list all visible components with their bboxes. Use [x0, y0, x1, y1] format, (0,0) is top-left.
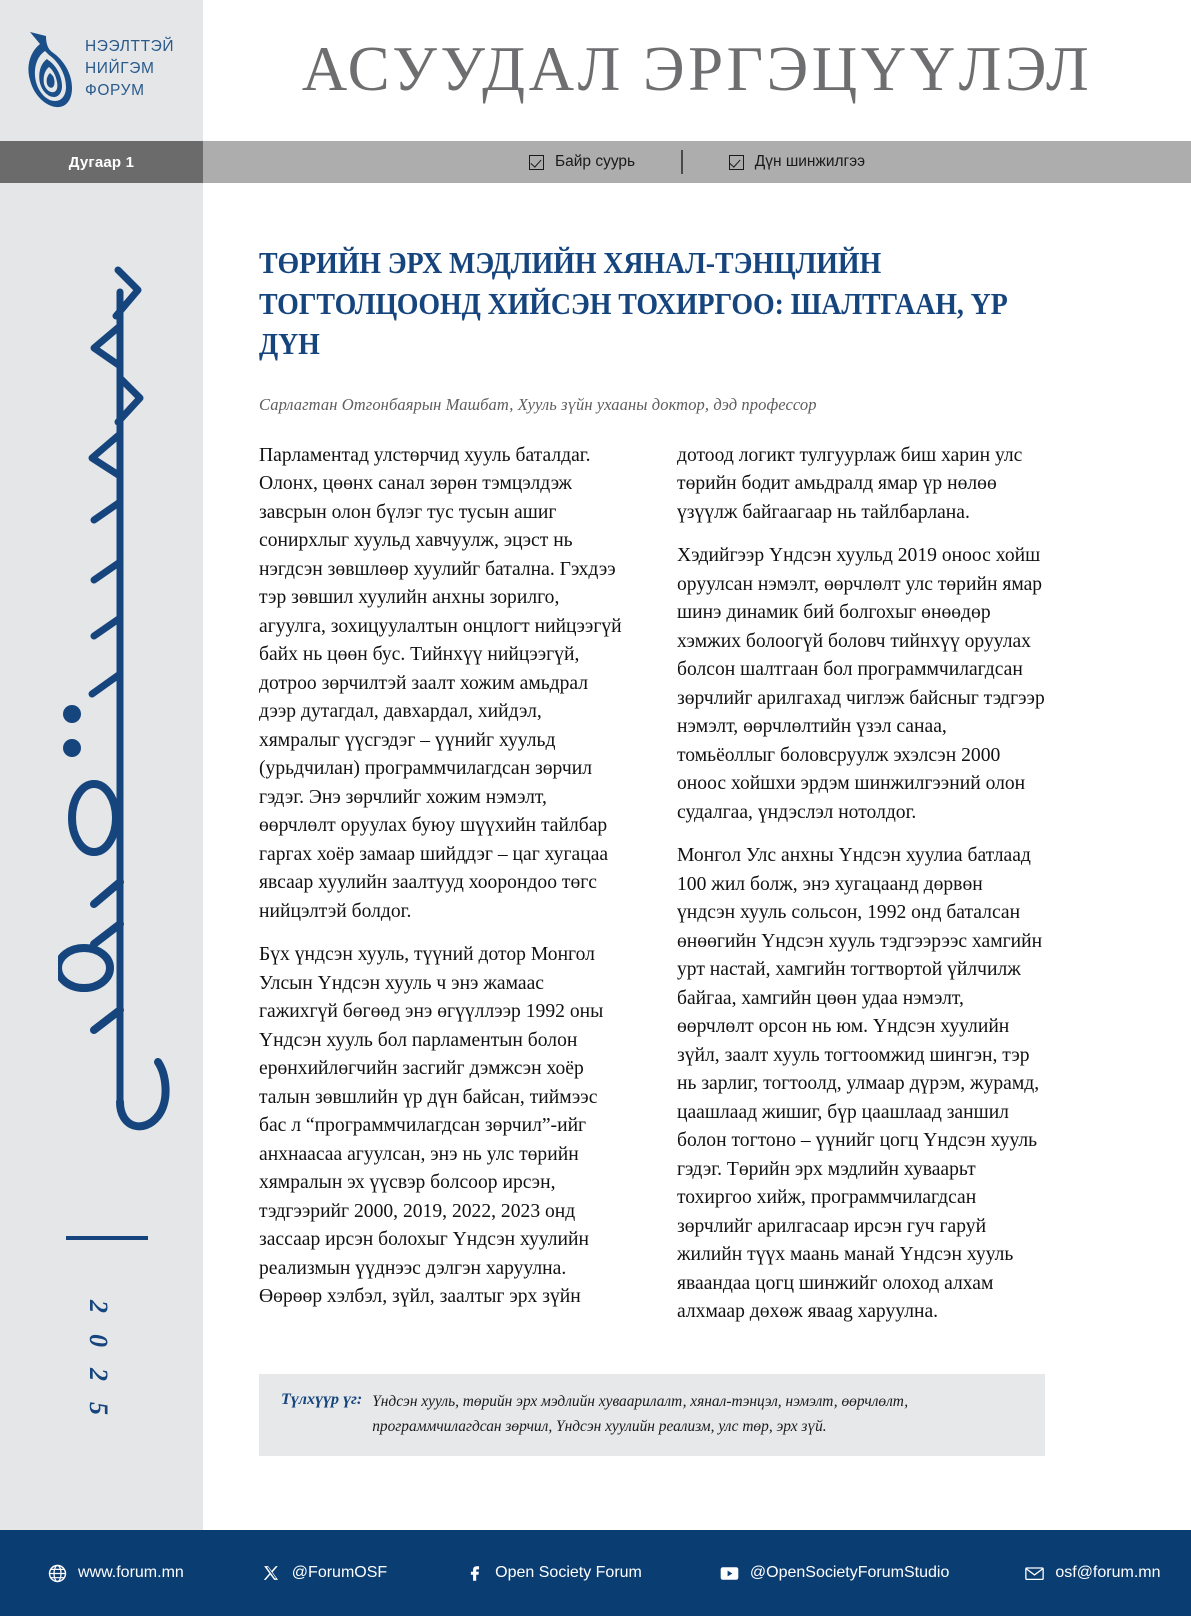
- logo-line-1: НЭЭЛТТЭЙ: [85, 38, 175, 55]
- footer-website[interactable]: [48, 1564, 184, 1583]
- tab-dun-shinjilgee[interactable]: [729, 153, 865, 171]
- left-rail: [0, 0, 203, 1530]
- footer-email[interactable]: [1025, 1564, 1160, 1583]
- globe-icon: [48, 1564, 67, 1583]
- keywords-text: Үндсэн хууль, төрийн эрх мэдлийн хуваарилалт, хянал-тэнцэл, нэмэлт, өөрчлөлт, программчилагдсан зөрчил, Үндсэн хуулийн реализм, улс төр, эрх зүй.: [372, 1393, 909, 1435]
- svg-text:0: 0: [84, 1334, 113, 1347]
- footer-label: osf@forum.mn: [1055, 1564, 1161, 1581]
- keywords-box: [259, 1374, 1045, 1456]
- issue-badge: [0, 141, 203, 183]
- tab-label: Байр суурь: [554, 153, 636, 170]
- svg-text:2: 2: [84, 1368, 113, 1381]
- article-paragraph: Парламентад улстөрчид хууль баталдаг. Олонх, цөөнх санал зөрөн тэмцэлдэж завсрын олон бүлэг тус тусын ашиг сонирхлыг хуульд хавчуулж, эцэст нь нэгдсэн зөвшлөөр хуулийг баталнa. Гэхдээ тэр зөвшил хуулийн анхны зорилго, агуулга, зохицуулалтын онцлогт нийцээгүй байх нь цөөн бус. Тийнхүү нийцээгүй, дотроо зөрчилтэй заалт хожим амьдрал дээр дутагдал, давхардал, хийдэл, хямралыг үүсгэдэг – үүнийг хуульд (урьдчилан) программчилагдсан зөрчил гэдэг. Энэ зөрчлийг хожим нэмэлт, өөрчлөлт оруулах буюу шүүхийн тайлбар гаргах хоёр замаар шийддэг – цаг хугацаа явсаар хуулийн заалтууд хоорондоо төгс нийцэлтэй болдог.: [259, 444, 622, 922]
- article-paragraph: Монгол Улс анхны Үндсэн хуулиа батлаад 100 жил болж, энэ хугацаанд дөрвөн үндсэн хууль сольсон, 1992 онд баталсан өнөөгийн Үндсэн хууль тэдгээрээс хамгийн урт настай, хамгийн тогтвортой үйлчилж байгаа, хамгийн цөөн удаа нэмэлт, өөрчлөлт орсон нь юм. Үндсэн хуулийн зүйл, заалт хууль тогтоомжид шингэн, тэр нь зарлиг, тогтоолд, улмаар дүрэм, журамд, цаашлаад жишиг, бүр цаашлаад заншил болон тогтоно – үүнийг цогц Үндсэн хууль гэдэг. Төрийн эрх мэдлийн хуваарьт тохиргоо хийж, программчилагдсан зөрчлийг арилгасаар ирсэн гуч гаруй жилийн түүх маань манай Үндсэн хууль яваандаа цогц шинжийг олоход алхам алхмаар дөхөж яваag харуулна.: [677, 845, 1043, 1323]
- rail-divider: [66, 1236, 148, 1240]
- issue-label: Дугаар 1: [68, 153, 135, 171]
- footer: [0, 1530, 1191, 1616]
- checkbox-checked-icon[interactable]: [729, 155, 744, 170]
- tab-separator: [681, 150, 683, 174]
- svg-text:5: 5: [84, 1402, 113, 1415]
- footer-youtube[interactable]: [720, 1564, 949, 1583]
- article-title: ТӨРИЙН ЭРХ МЭДЛИЙН ХЯНАЛ-ТЭНЦЛИЙН ТОГТОЛЦООНД ХИЙСЭН ТОХИРГОО: ШАЛТГААН, ҮР ДҮН: [259, 245, 1008, 362]
- footer-label: @OpenSocietyForumStudio: [749, 1564, 950, 1581]
- article-paragraph: Бүх үндсэн хууль, түүний дотор Монгол Улсын Үндсэн хууль ч энэ жамаас гажихгүй бөгөөд энэ өгүүллээр 1992 оны Үндсэн хууль бол парламентын болон ерөнхийлөгчийн засгийг дэмжсэн хоёр талын зөвшлийн үр дүн байсан, тиймээс бас л “программчилагдсан зөрчил”-ийг анхнаасаа агуулсан, энэ нь улс төрийн хямралын эх үүсвэр болсоор ирсэн, тэдгээрийг 2000, 2019, 2022, 2023 онд зассаар ирсэн болохыг Үндсэн хуулийн реализмын үүднээс дэлгэн харуулна. Өөрөөр хэлбэл, зүйл, заалтыг эрх зүйн дотоод логикт тулгуурлаж биш харин улс төрийн бодит амьдралд ямар үр нөлөө үзүүлж байгаагаар нь тайлбарлана.: [259, 444, 1023, 1308]
- masthead: [203, 0, 1191, 138]
- tab-bair-suuri[interactable]: [529, 153, 635, 171]
- keywords-label: Түлхүүр үг:: [281, 1391, 363, 1408]
- footer-label: www.forum.mn: [78, 1564, 184, 1581]
- mongolian-vertical-script: [58, 262, 188, 1142]
- logo-line-2: НИЙГЭМ: [85, 60, 155, 77]
- footer-twitter[interactable]: [262, 1564, 387, 1583]
- publication-title: АСУУДАЛ ЭРГЭЦҮҮЛЭЛ: [301, 33, 1093, 104]
- brand-logo-text: [85, 36, 174, 102]
- osf-spiral-logo-icon: [22, 30, 74, 108]
- article-paragraph: Хэдийгээр Үндсэн хуульд 2019 оноос хойш оруулсан нэмэлт, өөрчлөлт улс төрийн ямар шинэ динамик бий болгохыг өнөөдөр хэмжих болоогүй боловч тийнхүү оруулах болсон шалтгаан бол программчилагдсан зөрчлийг арилгахад чиглэж байсныг тэдгээр нэмэлт, өөрчлөлтийн үзэл санаа, томьёоллыг боловсруулж эхэлсэн 2000 оноос хойшхи эрдэм шинжилгээний олон судалгаа, үндэслэл нотолдог.: [677, 545, 1045, 823]
- youtube-icon: [720, 1564, 739, 1583]
- tab-label: Дүн шинжилгээ: [754, 153, 866, 170]
- rail-year: [72, 1290, 142, 1420]
- checkbox-checked-icon[interactable]: [529, 155, 544, 170]
- x-twitter-icon: [262, 1564, 281, 1583]
- article-body: [259, 442, 1045, 1332]
- svg-text:2: 2: [84, 1300, 113, 1313]
- brand-logo: [0, 0, 203, 138]
- footer-label: Open Society Forum: [495, 1564, 642, 1581]
- logo-line-3: ФОРУМ: [85, 82, 145, 99]
- facebook-icon: [465, 1564, 484, 1583]
- article-author: Сарлагтан Отгонбаярын Машбат, Хууль зүйн ухааны доктор, дэд профессор: [259, 394, 817, 414]
- footer-facebook[interactable]: [465, 1564, 642, 1583]
- section-tabbar: [203, 141, 1191, 183]
- envelope-icon: [1025, 1564, 1044, 1583]
- article: [259, 243, 1045, 1332]
- footer-label: @ForumOSF: [291, 1564, 388, 1581]
